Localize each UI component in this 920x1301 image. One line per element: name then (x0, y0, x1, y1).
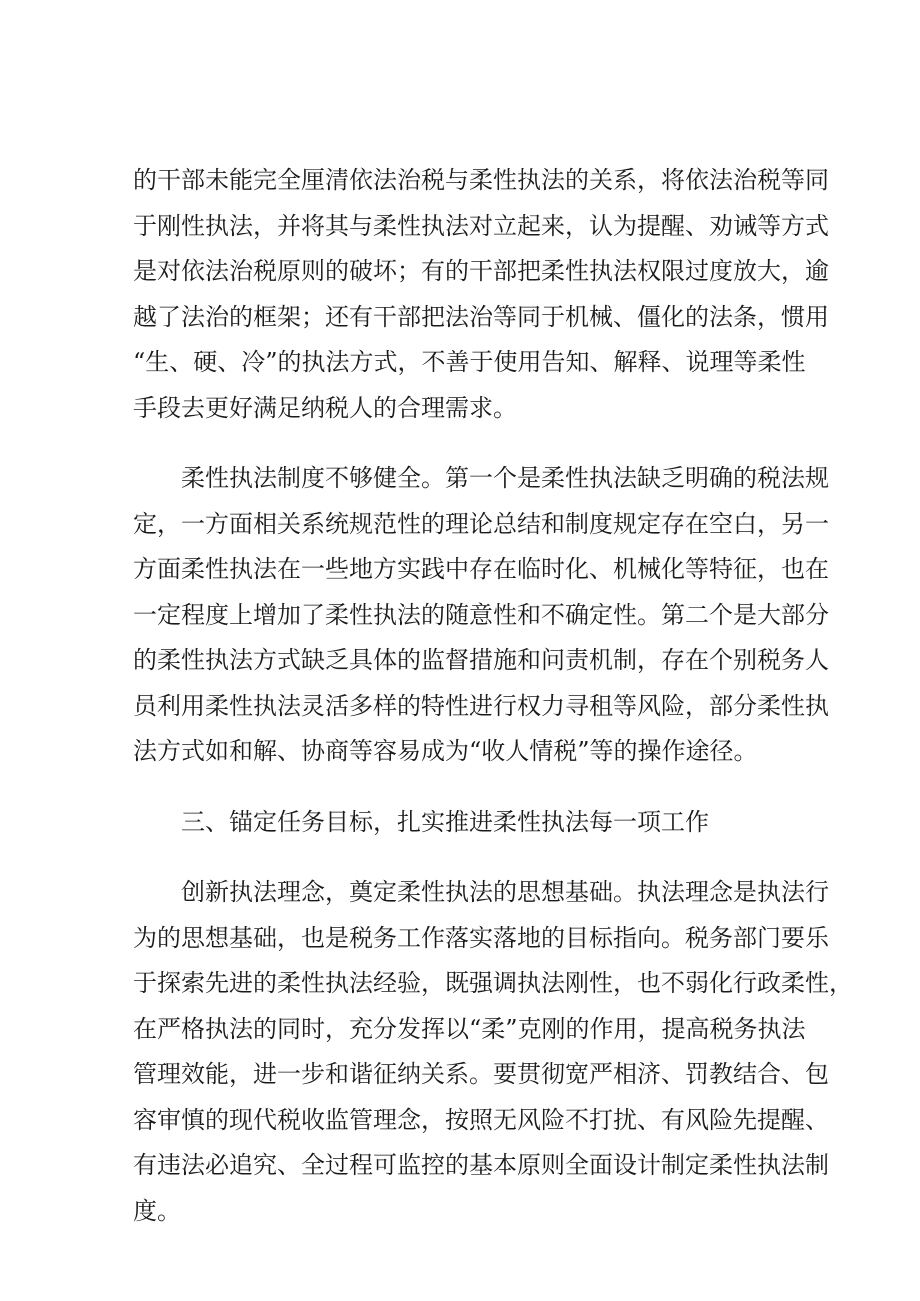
text-line: 度。 (133, 1196, 181, 1225)
text-line: 在严格执法的同时，充分发挥以“柔”克刚的作用，提高税务执法 (133, 1014, 806, 1043)
text-line: 定，一方面相关系统规范性的理论总结和制度规定存在空白，另一 (133, 509, 829, 538)
text-line: 法方式如和解、协商等容易成为“收人情税”等的操作途径。 (133, 737, 758, 765)
paragraph-cadre-understanding (133, 158, 829, 431)
text-line: 有违法必追究、全过程可监控的基本原则全面设计制定柔性执法制 (133, 1151, 829, 1179)
document-body (133, 158, 853, 1234)
paragraph-gap (133, 431, 803, 456)
text-line: 于刚性执法，并将其与柔性执法对立起来，认为提醒、劝诫等方式 (133, 211, 829, 240)
text-line: 创新执法理念，奠定柔性执法的思想基础。执法理念是执法行 (181, 878, 829, 906)
section-heading-three (133, 800, 803, 846)
text-line: 方面柔性执法在一些地方实践中存在临时化、机械化等特征，也在 (133, 555, 829, 583)
text-line: “生、硬、冷”的执法方式，不善于使用告知、解释、说理等柔性 (133, 348, 806, 376)
section-heading: 三、锚定任务目标，扎实推进柔性执法每一项工作 (181, 807, 709, 836)
text-line: 手段去更好满足纳税人的合理需求。 (133, 393, 517, 422)
text-line: 为的思想基础，也是税务工作落实落地的目标指向。税务部门要乐 (133, 923, 829, 952)
text-line: 越了法治的框架；还有干部把法治等同于机械、僵化的法条，惯用 (133, 302, 829, 331)
text-line: 员利用柔性执法灵活多样的特性进行权力寻租等风险，部分柔性执 (133, 691, 829, 720)
text-line: 一定程度上增加了柔性执法的随意性和不确定性。第二个是大部分 (133, 600, 829, 629)
text-line: 容审慎的现代税收监管理念，按照无风险不打扰、有风险先提醒、 (133, 1105, 829, 1134)
text-line: 于探索先进的柔性执法经验，既强调执法刚性，也不弱化行政柔性， (133, 969, 853, 997)
text-line: 的柔性执法方式缺乏具体的监督措施和问责机制，存在个别税务人 (133, 646, 829, 674)
text-line: 管理效能，进一步和谐征纳关系。要贯彻宽严相济、罚教结合、包 (133, 1060, 829, 1088)
text-line: 柔性执法制度不够健全。第一个是柔性执法缺乏明确的税法规 (181, 464, 829, 492)
text-line: 的干部未能完全厘清依法治税与柔性执法的关系，将依法治税等同 (133, 166, 829, 194)
paragraph-system-not-sound (133, 456, 829, 775)
paragraph-gap (133, 845, 803, 870)
paragraph-innovate-concept (133, 870, 853, 1234)
paragraph-gap (133, 775, 803, 800)
text-line: 是对依法治税原则的破坏；有的干部把柔性执法权限过度放大，逾 (133, 257, 829, 285)
